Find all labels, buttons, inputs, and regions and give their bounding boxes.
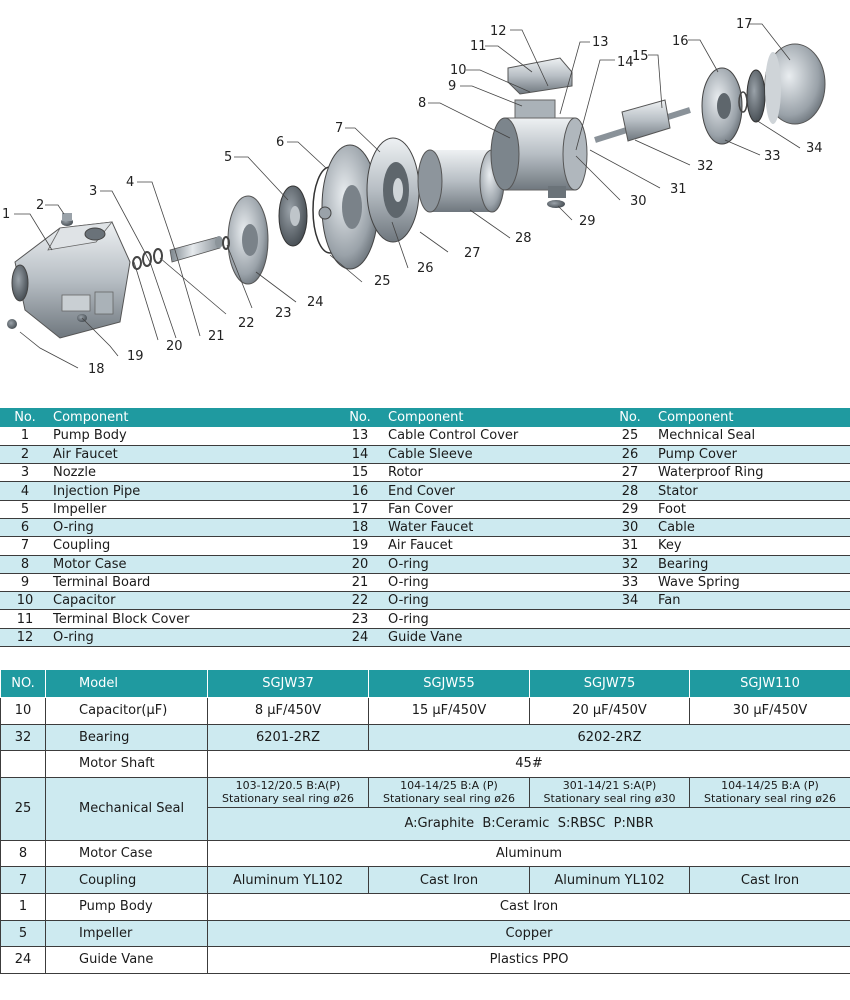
water-faucet-part <box>7 319 17 329</box>
component-number <box>605 610 655 628</box>
callout-3: 3 <box>89 184 98 199</box>
spec-row-coupling <box>1 867 850 894</box>
component-name: O-ring <box>385 592 605 610</box>
spec-value: 15 μF/450V <box>369 698 530 725</box>
component-row <box>0 573 850 591</box>
component-name: Impeller <box>50 500 335 518</box>
seal-code: 103-12/20.5 B:A(P) <box>235 779 341 793</box>
component-number: 2 <box>0 445 50 463</box>
spec-value: Cast Iron <box>369 867 530 894</box>
component-number: 31 <box>605 537 655 555</box>
component-number: 6 <box>0 518 50 536</box>
component-name: Injection Pipe <box>50 482 335 500</box>
callout-34: 34 <box>806 141 823 156</box>
component-number: 20 <box>335 555 385 573</box>
component-name: O-ring <box>50 628 335 646</box>
spec-row-motor-shaft <box>1 751 850 778</box>
spec-value: Aluminum YL102 <box>530 867 690 894</box>
spec-row-impeller <box>1 920 850 947</box>
spec-label: Mechanical Seal <box>46 777 208 840</box>
spec-table <box>0 669 850 974</box>
spec-header-no: NO. <box>1 670 46 698</box>
exploded-pump-diagram <box>0 0 850 400</box>
component-name: Terminal Block Cover <box>50 610 335 628</box>
callout-7: 7 <box>335 121 344 136</box>
spec-label: Impeller <box>46 920 208 947</box>
component-name: Wave Spring <box>655 573 850 591</box>
component-name: Fan <box>655 592 850 610</box>
component-number: 27 <box>605 464 655 482</box>
spec-label: Motor Shaft <box>46 751 208 778</box>
coupling-part <box>367 138 419 242</box>
spec-value-seal-sgjw55 <box>369 777 530 807</box>
callout-11: 11 <box>470 39 487 54</box>
spec-header-sgjw110: SGJW110 <box>690 670 850 698</box>
spec-no: 10 <box>1 698 46 725</box>
component-name: Cable <box>655 518 850 536</box>
header-no-2: No. <box>335 408 385 427</box>
component-number: 14 <box>335 445 385 463</box>
component-number: 12 <box>0 628 50 646</box>
component-name: Rotor <box>385 464 605 482</box>
seal-code: 301-14/21 S:A(P) <box>562 779 657 793</box>
component-row <box>0 500 850 518</box>
component-name <box>655 628 850 646</box>
spec-value: Aluminum <box>208 840 850 867</box>
component-name: O-ring <box>385 573 605 591</box>
callout-19: 19 <box>127 349 144 364</box>
header-no-3: No. <box>605 408 655 427</box>
component-name: Mechnical Seal <box>655 427 850 445</box>
component-name: Terminal Board <box>50 573 335 591</box>
injection-pipe-part <box>170 236 223 262</box>
component-number: 11 <box>0 610 50 628</box>
component-name: O-ring <box>50 518 335 536</box>
component-number: 9 <box>0 573 50 591</box>
spec-no: 1 <box>1 893 46 920</box>
callout-9: 9 <box>448 79 457 94</box>
spec-label: Capacitor(μF) <box>46 698 208 725</box>
component-name: Cable Control Cover <box>385 427 605 445</box>
component-row <box>0 518 850 536</box>
component-table <box>0 408 850 647</box>
callout-24: 24 <box>307 295 324 310</box>
callout-17: 17 <box>736 17 753 32</box>
component-number: 15 <box>335 464 385 482</box>
component-number: 3 <box>0 464 50 482</box>
component-number: 10 <box>0 592 50 610</box>
component-number: 5 <box>0 500 50 518</box>
callout-4: 4 <box>126 175 135 190</box>
spec-label: Coupling <box>46 867 208 894</box>
callout-8: 8 <box>418 96 427 111</box>
header-component-1: Component <box>50 408 335 427</box>
spec-value: 8 μF/450V <box>208 698 369 725</box>
component-row <box>0 628 850 646</box>
callout-14: 14 <box>617 55 634 70</box>
callout-12: 12 <box>490 24 507 39</box>
callout-16: 16 <box>672 34 689 49</box>
spec-label: Bearing <box>46 724 208 751</box>
callout-30: 30 <box>630 194 647 209</box>
component-name: Air Faucet <box>50 445 335 463</box>
component-name: Bearing <box>655 555 850 573</box>
spec-no: 32 <box>1 724 46 751</box>
seal-material-legend: A:Graphite B:Ceramic S:RBSC P:NBR <box>208 807 850 840</box>
component-row <box>0 537 850 555</box>
component-name: O-ring <box>385 555 605 573</box>
component-row <box>0 610 850 628</box>
component-name: Coupling <box>50 537 335 555</box>
callout-31: 31 <box>670 182 687 197</box>
component-table-header <box>0 408 850 427</box>
component-row <box>0 464 850 482</box>
callout-32: 32 <box>697 159 714 174</box>
component-name: Stator <box>655 482 850 500</box>
spec-header-model: Model <box>46 670 208 698</box>
spec-value-seal-sgjw110 <box>690 777 850 807</box>
component-number: 8 <box>0 555 50 573</box>
spec-row-mechanical-seal <box>1 777 850 807</box>
spec-value: 30 μF/450V <box>690 698 850 725</box>
seal-ring: Stationary seal ring ø26 <box>383 792 515 806</box>
component-name: Air Faucet <box>385 537 605 555</box>
component-row <box>0 592 850 610</box>
component-name: Cable Sleeve <box>385 445 605 463</box>
spec-row-capacitor <box>1 698 850 725</box>
component-row <box>0 555 850 573</box>
spec-row-pump-body <box>1 893 850 920</box>
spec-value-seal-sgjw75 <box>530 777 690 807</box>
header-component-2: Component <box>385 408 605 427</box>
seal-code: 104-14/25 B:A (P) <box>400 779 498 793</box>
component-number: 32 <box>605 555 655 573</box>
spec-row-guide-vane <box>1 947 850 974</box>
component-name: Key <box>655 537 850 555</box>
callout-13: 13 <box>592 35 609 50</box>
component-number: 34 <box>605 592 655 610</box>
component-name: O-ring <box>385 610 605 628</box>
component-row <box>0 445 850 463</box>
callout-6: 6 <box>276 135 285 150</box>
callout-28: 28 <box>515 231 532 246</box>
component-number: 21 <box>335 573 385 591</box>
header-no-1: No. <box>0 408 50 427</box>
callout-29: 29 <box>579 214 596 229</box>
seal-ring: Stationary seal ring ø30 <box>543 792 676 806</box>
component-number: 24 <box>335 628 385 646</box>
component-number: 22 <box>335 592 385 610</box>
spec-no: 24 <box>1 947 46 974</box>
component-name: Nozzle <box>50 464 335 482</box>
spec-value: Plastics PPO <box>208 947 850 974</box>
component-name: Capacitor <box>50 592 335 610</box>
component-number: 19 <box>335 537 385 555</box>
component-number: 4 <box>0 482 50 500</box>
component-number: 13 <box>335 427 385 445</box>
spec-label: Motor Case <box>46 840 208 867</box>
component-name: End Cover <box>385 482 605 500</box>
guide-vane-part <box>223 196 268 284</box>
spec-no: 5 <box>1 920 46 947</box>
spec-value: 6201-2RZ <box>208 724 369 751</box>
seal-ring: Stationary seal ring ø26 <box>704 792 836 806</box>
rotor-part <box>595 100 690 141</box>
callout-26: 26 <box>417 261 434 276</box>
spec-label: Guide Vane <box>46 947 208 974</box>
component-name: Pump Cover <box>655 445 850 463</box>
component-name: Guide Vane <box>385 628 605 646</box>
spec-no: 8 <box>1 840 46 867</box>
nozzle-part <box>133 249 162 269</box>
component-name: Water Faucet <box>385 518 605 536</box>
terminal-block-cover-part <box>508 58 572 94</box>
component-name: Waterproof Ring <box>655 464 850 482</box>
component-number: 1 <box>0 427 50 445</box>
spec-header-row <box>1 670 850 698</box>
spec-header-sgjw55: SGJW55 <box>369 670 530 698</box>
callout-33: 33 <box>764 149 781 164</box>
spec-value: 20 μF/450V <box>530 698 690 725</box>
spec-row-motor-case <box>1 840 850 867</box>
pump-body-part <box>12 222 130 338</box>
callout-22: 22 <box>238 316 255 331</box>
component-name: Foot <box>655 500 850 518</box>
fan-part <box>739 70 765 122</box>
callout-5: 5 <box>224 150 233 165</box>
callout-15: 15 <box>632 49 649 64</box>
seal-code: 104-14/25 B:A (P) <box>721 779 819 793</box>
spec-no: 25 <box>1 777 46 840</box>
fan-cover-part <box>765 44 825 124</box>
callout-10: 10 <box>450 63 467 78</box>
component-number: 7 <box>0 537 50 555</box>
component-number: 25 <box>605 427 655 445</box>
component-number: 29 <box>605 500 655 518</box>
component-number: 17 <box>335 500 385 518</box>
component-number: 18 <box>335 518 385 536</box>
component-row <box>0 482 850 500</box>
callout-2: 2 <box>36 198 45 213</box>
component-number: 26 <box>605 445 655 463</box>
spec-no: 7 <box>1 867 46 894</box>
callout-25: 25 <box>374 274 391 289</box>
callout-1: 1 <box>2 207 11 222</box>
spec-row-bearing <box>1 724 850 751</box>
component-name: Fan Cover <box>385 500 605 518</box>
seal-ring: Stationary seal ring ø26 <box>222 792 354 806</box>
component-name <box>655 610 850 628</box>
motor-case-part <box>491 100 587 208</box>
callout-27: 27 <box>464 246 481 261</box>
callout-23: 23 <box>275 306 292 321</box>
callout-20: 20 <box>166 339 183 354</box>
spec-value: 45# <box>208 751 850 778</box>
spec-value: Cast Iron <box>690 867 850 894</box>
callout-18: 18 <box>88 362 105 377</box>
spec-header-sgjw75: SGJW75 <box>530 670 690 698</box>
component-name: Motor Case <box>50 555 335 573</box>
component-number <box>605 628 655 646</box>
spec-value-seal-sgjw37 <box>208 777 369 807</box>
component-row <box>0 427 850 445</box>
spec-value: Aluminum YL102 <box>208 867 369 894</box>
component-number: 33 <box>605 573 655 591</box>
air-faucet-part <box>61 213 73 226</box>
component-number: 23 <box>335 610 385 628</box>
spec-value: 6202-2RZ <box>369 724 850 751</box>
spec-no <box>1 751 46 778</box>
component-number: 16 <box>335 482 385 500</box>
spec-value: Cast Iron <box>208 893 850 920</box>
component-number: 28 <box>605 482 655 500</box>
component-name: Pump Body <box>50 427 335 445</box>
header-component-3: Component <box>655 408 850 427</box>
end-cover-part <box>702 68 742 144</box>
spec-header-sgjw37: SGJW37 <box>208 670 369 698</box>
spec-label: Pump Body <box>46 893 208 920</box>
callout-21: 21 <box>208 329 225 344</box>
component-number: 30 <box>605 518 655 536</box>
spec-value: Copper <box>208 920 850 947</box>
